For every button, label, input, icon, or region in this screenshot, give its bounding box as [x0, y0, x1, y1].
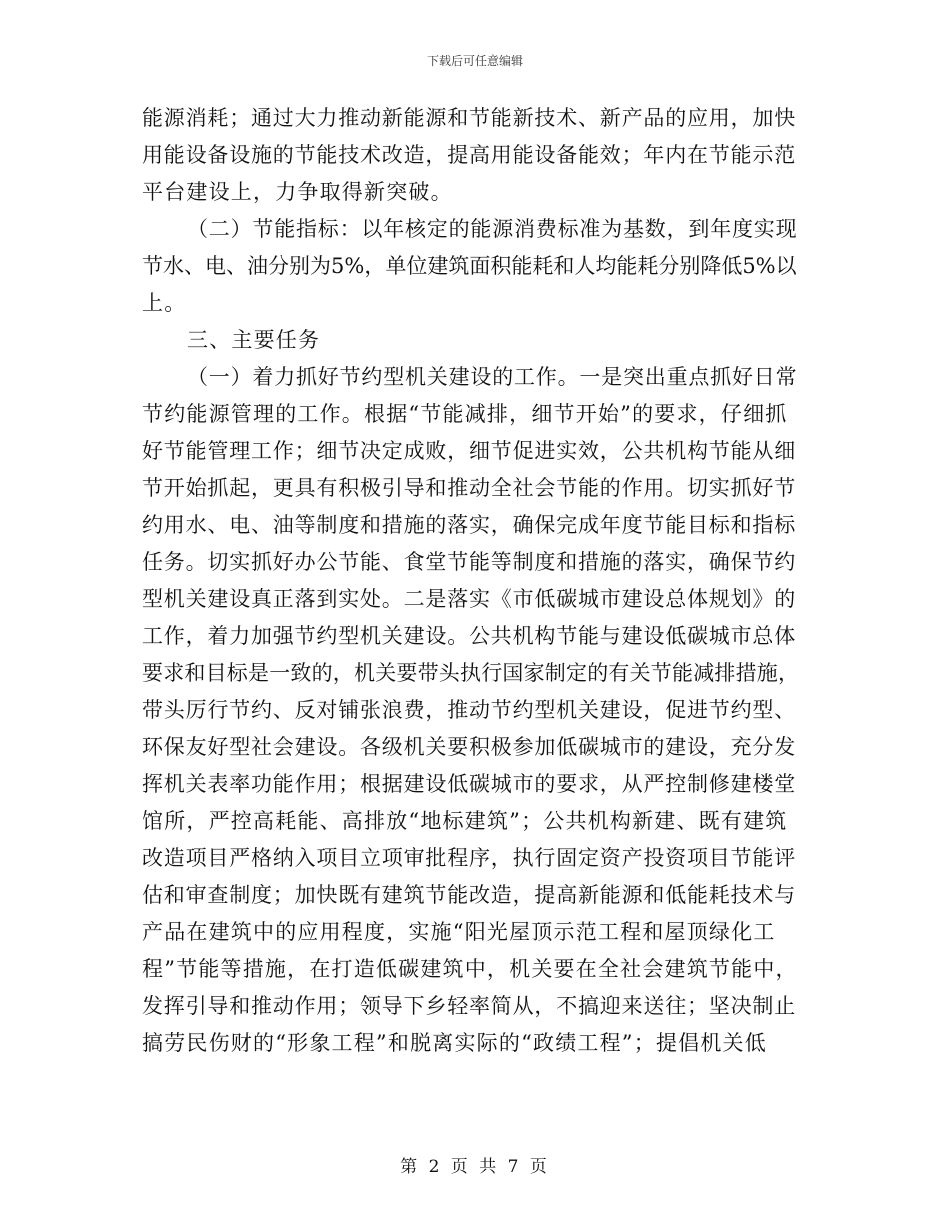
text-line: 带头厉行节约、反对铺张浪费，推动节约型机关建设，促进节约型、: [142, 698, 796, 722]
text-line: 搞劳民伤财的“形象工程”和脱离实际的“政绩工程”；提倡机关低: [142, 1031, 767, 1055]
text-line: 估和审查制度；加快既有建筑节能改造，提高新能源和低能耗技术与: [142, 883, 796, 907]
text-line: （一）着力抓好节约型机关建设的工作。一是突出重点抓好日常: [187, 365, 798, 389]
text-line: 产品在建筑中的应用程度，实施“阳光屋顶示范工程和屋顶绿化工: [142, 920, 776, 944]
text-line: 任务。切实抓好办公节能、食堂节能等制度和措施的落实，确保节约: [142, 550, 796, 574]
text-line: 馆所，严控高耗能、高排放“地标建筑”；公共机构新建、既有建筑: [142, 809, 788, 833]
text-line: 约用水、电、油等制度和措施的落实，确保完成年度节能目标和指标: [142, 513, 796, 537]
text-line: 节约能源管理的工作。根据“节能减排，细节开始”的要求，仔细抓: [142, 402, 788, 426]
text-line: 用能设备设施的节能技术改造，提高用能设备能效；年内在节能示范: [142, 143, 796, 167]
text-line: 能源消耗；通过大力推动新能源和节能新技术、新产品的应用，加快: [142, 106, 796, 130]
page-footer: 第 2 页 共 7 页: [400, 1157, 550, 1177]
text-line: 改造项目严格纳入项目立项审批程序，执行固定资产投资项目节能评: [142, 846, 796, 870]
text-line: 环保友好型社会建设。各级机关要积极参加低碳城市的建设，充分发: [142, 735, 796, 759]
text-line: 节开始抓起，更具有积极引导和推动全社会节能的作用。切实抓好节: [142, 476, 796, 500]
text-line: 上。: [142, 291, 187, 315]
text-line: 节水、电、油分别为5%，单位建筑面积能耗和人均能耗分别降低5%以: [142, 254, 797, 278]
text-line: 程”节能等措施，在打造低碳建筑中，机关要在全社会建筑节能中，: [142, 957, 798, 981]
text-line: 要求和目标是一致的，机关要带头执行国家制定的有关节能减排措施，: [142, 661, 800, 685]
text-line: 工作，着力加强节约型机关建设。公共机构节能与建设低碳城市总体: [142, 624, 796, 648]
text-line: （二）节能指标：以年核定的能源消费标准为基数，到年度实现: [187, 217, 798, 241]
text-line: 平台建设上，力争取得新突破。: [142, 180, 453, 204]
section-heading: 三、主要任务: [187, 328, 321, 352]
text-line: 挥机关表率功能作用；根据建设低碳城市的要求，从严控制修建楼堂: [142, 772, 796, 796]
document-body: [142, 100, 800, 1062]
text-line: 发挥引导和推动作用；领导下乡轻率简从，不搞迎来送往；坚决制止: [142, 994, 796, 1018]
text-line: 型机关建设真正落到实处。二是落实《市低碳城市建设总体规划》的: [142, 587, 796, 611]
page-header: 下载后可任意编辑: [426, 54, 523, 68]
text-line: 好节能管理工作；细节决定成败，细节促进实效，公共机构节能从细: [142, 439, 796, 463]
